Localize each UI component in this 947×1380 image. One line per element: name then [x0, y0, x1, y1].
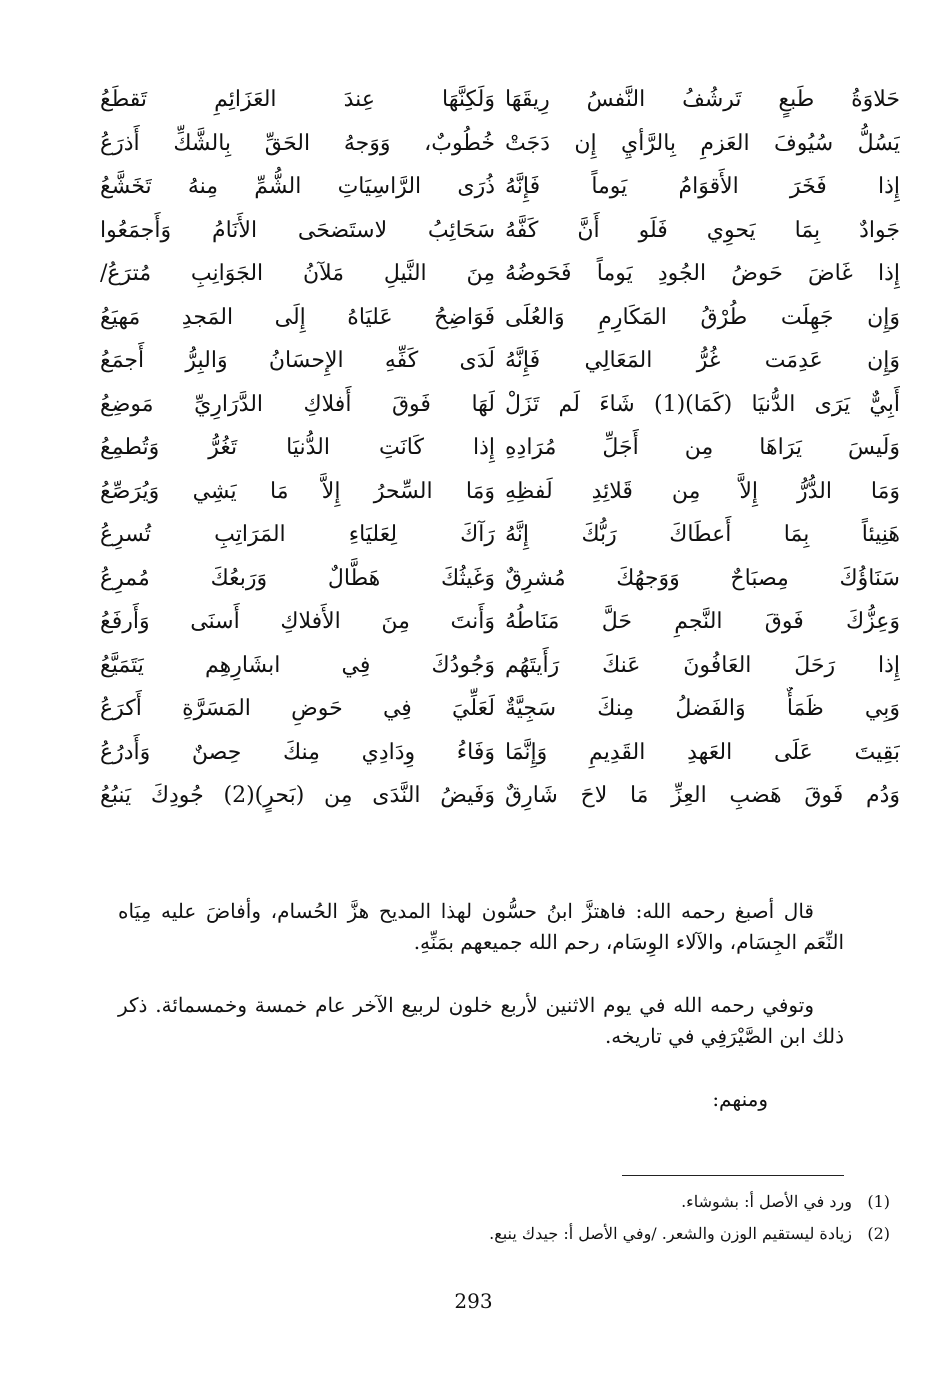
- verse-hemistich-right: جَوادٌ بِمَا يَحوِي فَلَو أَنَّ كَفَّهُ: [505, 217, 900, 243]
- verse-hemistich-left: وَلَكِنَّهَا عِندَ العَزَائِمِ تَقطَعُ: [100, 87, 495, 112]
- footnote: [300, 1186, 890, 1218]
- footnote-text: زيادة ليستقيم الوزن والشعر. /وفي الأصل أ: جيدك ينبع.: [489, 1224, 852, 1243]
- verse-hemistich-left: لَدَى كَفِّهِ الإِحسَانُ وَالبِرُّ أَجمَعُ: [100, 348, 495, 373]
- verse-hemistich-right: هَنِيئاً بِمَا أَعطَاكَ رَبُّكَ إِنَّهُ: [505, 522, 900, 547]
- verse-hemistich-right: وَعِزُّكَ فَوقَ النَّجمِ حَلَّ مَنَاطُهُ: [505, 609, 900, 634]
- footnote-text: ورد في الأصل أ: بشوشاء.: [681, 1192, 852, 1211]
- verse-hemistich-right: وَإِن عَدِمَت غُرُّ المَعَالِي فَإِنَّهُ: [505, 348, 900, 373]
- poem-right-column: [505, 78, 900, 818]
- verse-hemistich-right: أَبِيٌّ يَرَى الدُّنيَا (كَمَا)(1) شَاءَ لَم تَزَلْ: [505, 391, 900, 417]
- verse-hemistich-left: سَحَائِبُ لاستَضحَى الأَنَامُ وَأَجمَعُوا: [100, 217, 495, 243]
- verse-hemistich-right: بَقِيتَ عَلَى العَهدِ القَدِيمِ وَإِنَّمَا: [505, 739, 900, 765]
- verse-hemistich-left: إِذا كَانَتِ الدُّنيَا تَغُرُّ وَتُطمِعُ: [100, 435, 495, 460]
- poem-left-column: [100, 78, 495, 818]
- verse-hemistich-right: إِذا فَخَرَ الأَقوَامُ يَوماً فَإِنَّهُ: [505, 174, 900, 199]
- verse-hemistich-right: وَبِي ظَمَأٌ وَالفَضلُ مِنكَ سَجِيَّةٌ: [505, 696, 900, 721]
- verse-hemistich-right: وَدُم فَوقَ هَضبِ العِزِّ مَا لاحَ شَارِقٌ: [505, 783, 900, 808]
- verse-hemistich-right: حَلاوَةُ طَبعٍ تَرشُفُ النَّفسُ رِيقَهَا: [505, 87, 900, 112]
- verse-hemistich-right: إِذا رَحَلَ العَافُونَ عَنكَ رَأَيتَهُم: [505, 652, 900, 678]
- footnote-number: (1): [867, 1192, 890, 1211]
- prose-paragraph-praise: قال أصبغ رحمه الله: فاهتزَّ ابنُ حسُّون لهذا المديح هزَّ الحُسام، وأفاضَ عليه مِيَاه النِّعَم الجِسَام، والآلاء الوِسَام، رحم الله جميعهم بمَنِّهِ.: [118, 899, 844, 954]
- prose-paragraph-next: ومنهم:: [712, 1087, 768, 1111]
- verse-hemistich-left: ذُرَى الرَّاسِيَاتِ الشُّمِّ مِنهُ تَخَشَّعُ: [100, 174, 495, 199]
- page-number: 293: [454, 1289, 493, 1313]
- verse-hemistich-left: لَعَلِّيَ فِي حَوضِ المَسَرَّةِ أَكرَعُ: [100, 696, 495, 721]
- footnote: [300, 1218, 890, 1250]
- prose-paragraph-death: وتوفي رحمه الله في يوم الاثنين لأربع خلون لربيع الآخر عام خمسة وخمسمائة. ذكر ذلك ابن الصَّيْرَفِي في تاريخه.: [118, 993, 844, 1048]
- verse-hemistich-left: وَمَا السِّحرُ إِلاَّ مَا يَشِي وَيُرَصِّعُ: [100, 478, 495, 504]
- verse-hemistich-right: إِذا غَاضَ حَوضُ الجُودِ يَوماً فَحَوضُهُ: [505, 261, 900, 286]
- verse-hemistich-right: سَنَاؤُكَ مِصبَاحٌ وَوَجهُكَ مُشرِقٌ: [505, 565, 900, 591]
- footnote-number: (2): [867, 1224, 890, 1243]
- footnotes: [300, 1186, 890, 1250]
- poem: [100, 78, 900, 858]
- verse-hemistich-left: خُطُوبٌ، وَوَجهُ الحَقِّ بِالشَّكِّ أَذرَعُ: [100, 130, 495, 156]
- verse-hemistich-left: وَفَاءُ وِدَادِي مِنكَ حِصنٌ وَأَدرُعُ: [100, 739, 495, 765]
- verse-hemistich-left: وَأَنتَ مِنَ الأَفلاكِ أَسنَى وَأَرفَعُ: [100, 609, 495, 634]
- footnote-divider: [622, 1175, 844, 1176]
- verse-hemistich-left: وَجُودُكَ فِي ابشَارِهِم يَتَمَيَّعُ: [100, 652, 495, 678]
- verse-hemistich-left: وَغَيثُكَ هَطَّالٌ وَرَبعُكَ مُمرِعُ: [100, 565, 495, 591]
- verse-hemistich-left: فَوَاضِحُ عَليَاهُ إِلَى المَجدِ مَهيَعُ: [100, 304, 495, 330]
- verse-hemistich-left: مِنَ النَّيلِ مَلآنُ الجَوَانِبِ مُترَعُ/: [100, 261, 495, 286]
- verse-hemistich-left: لَهَا فَوقَ أَفلاكِ الدَّرَارِيِّ مَوضِعُ: [100, 391, 495, 417]
- verse-hemistich-right: وَمَا الدُّرُّ إِلاَّ مِن قَلائِدِ لَفظِهِ: [505, 478, 900, 504]
- verse-hemistich-right: وَإِن جَهِلَت طُرْقُ المَكَارِمِ وَالعُلَى: [505, 304, 900, 330]
- verse-hemistich-left: وَفَيضُ النَّدَى مِن (بَحرٍ)(2) جُودِكَ يَنبُعُ: [100, 783, 495, 808]
- verse-hemistich-right: يَسُلُّ سُيُوفَ العَزمِ بِالرَّأيِ إِن دَجَتْ: [505, 130, 900, 156]
- verse-hemistich-right: وَلَيسَ يَرَاهَا مِن أَجَلِّ مُرَادِهِ: [505, 435, 900, 460]
- verse-hemistich-left: رَآكَ لِعَليَاءِ المَرَاتِبِ تُسرِعُ: [100, 522, 495, 547]
